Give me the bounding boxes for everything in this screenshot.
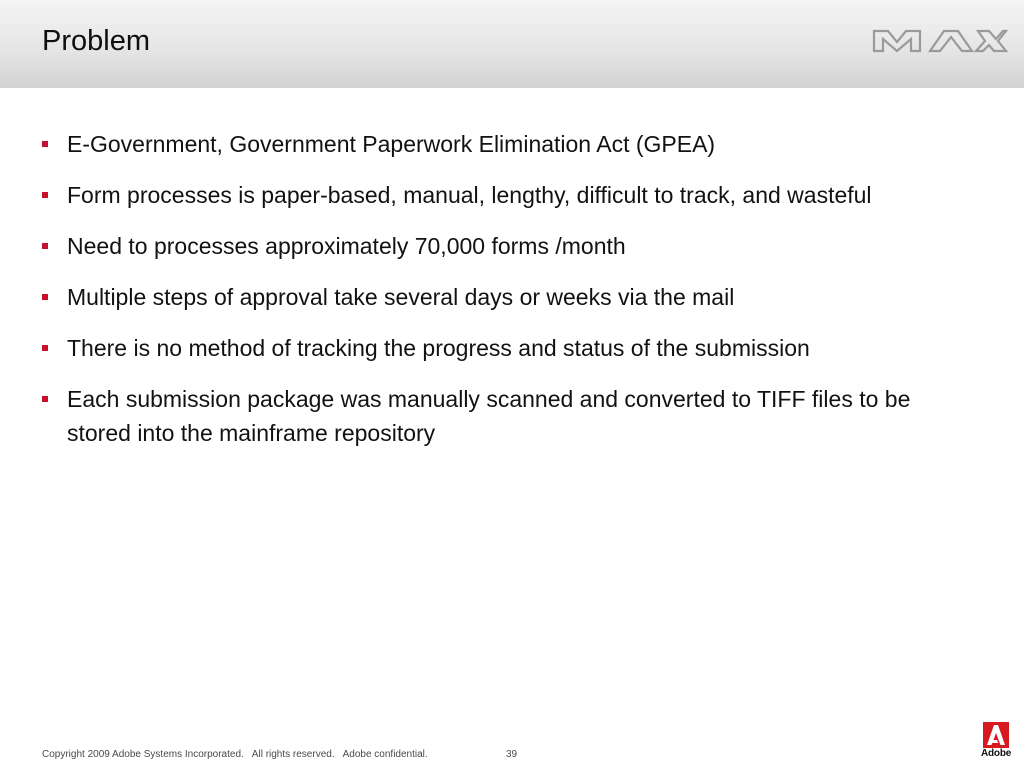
- copyright-text: Copyright 2009 Adobe Systems Incorporated.: [42, 749, 244, 760]
- bullet-item: [40, 331, 970, 365]
- rights-text: All rights reserved.: [251, 749, 335, 760]
- square-bullet-icon: [42, 345, 48, 351]
- adobe-a-icon: [983, 722, 1009, 748]
- bullet-item: [40, 280, 970, 314]
- bullet-text: Multiple steps of approval take several days or weeks via the mail: [67, 284, 735, 310]
- bullet-item: [40, 127, 970, 161]
- square-bullet-icon: [42, 396, 48, 402]
- square-bullet-icon: [42, 294, 48, 300]
- bullet-item: [40, 229, 970, 263]
- square-bullet-icon: [42, 243, 48, 249]
- bullet-text: Need to processes approximately 70,000 forms /month: [67, 233, 626, 259]
- adobe-logo: [981, 722, 1011, 762]
- bullet-list: [40, 127, 970, 450]
- slide-header: [0, 0, 1024, 88]
- adobe-logo-text: Adobe: [981, 748, 1012, 759]
- slide-content: [40, 127, 970, 467]
- bullet-text: Each submission package was manually scanned and converted to TIFF files to be stored into the mainframe repository: [67, 386, 911, 446]
- square-bullet-icon: [42, 141, 48, 147]
- confidential-text: Adobe confidential.: [342, 749, 428, 760]
- max-logo: [872, 29, 1008, 53]
- bullet-text: There is no method of tracking the progress and status of the submission: [67, 335, 810, 361]
- bullet-text: Form processes is paper-based, manual, lengthy, difficult to track, and wasteful: [67, 182, 872, 208]
- bullet-item: [40, 382, 970, 450]
- square-bullet-icon: [42, 192, 48, 198]
- slide-title: Problem: [42, 25, 150, 57]
- bullet-item: [40, 178, 970, 212]
- footer-copyright: [42, 749, 428, 761]
- bullet-text: E-Government, Government Paperwork Elimination Act (GPEA): [67, 131, 716, 157]
- page-number: 39: [506, 749, 518, 760]
